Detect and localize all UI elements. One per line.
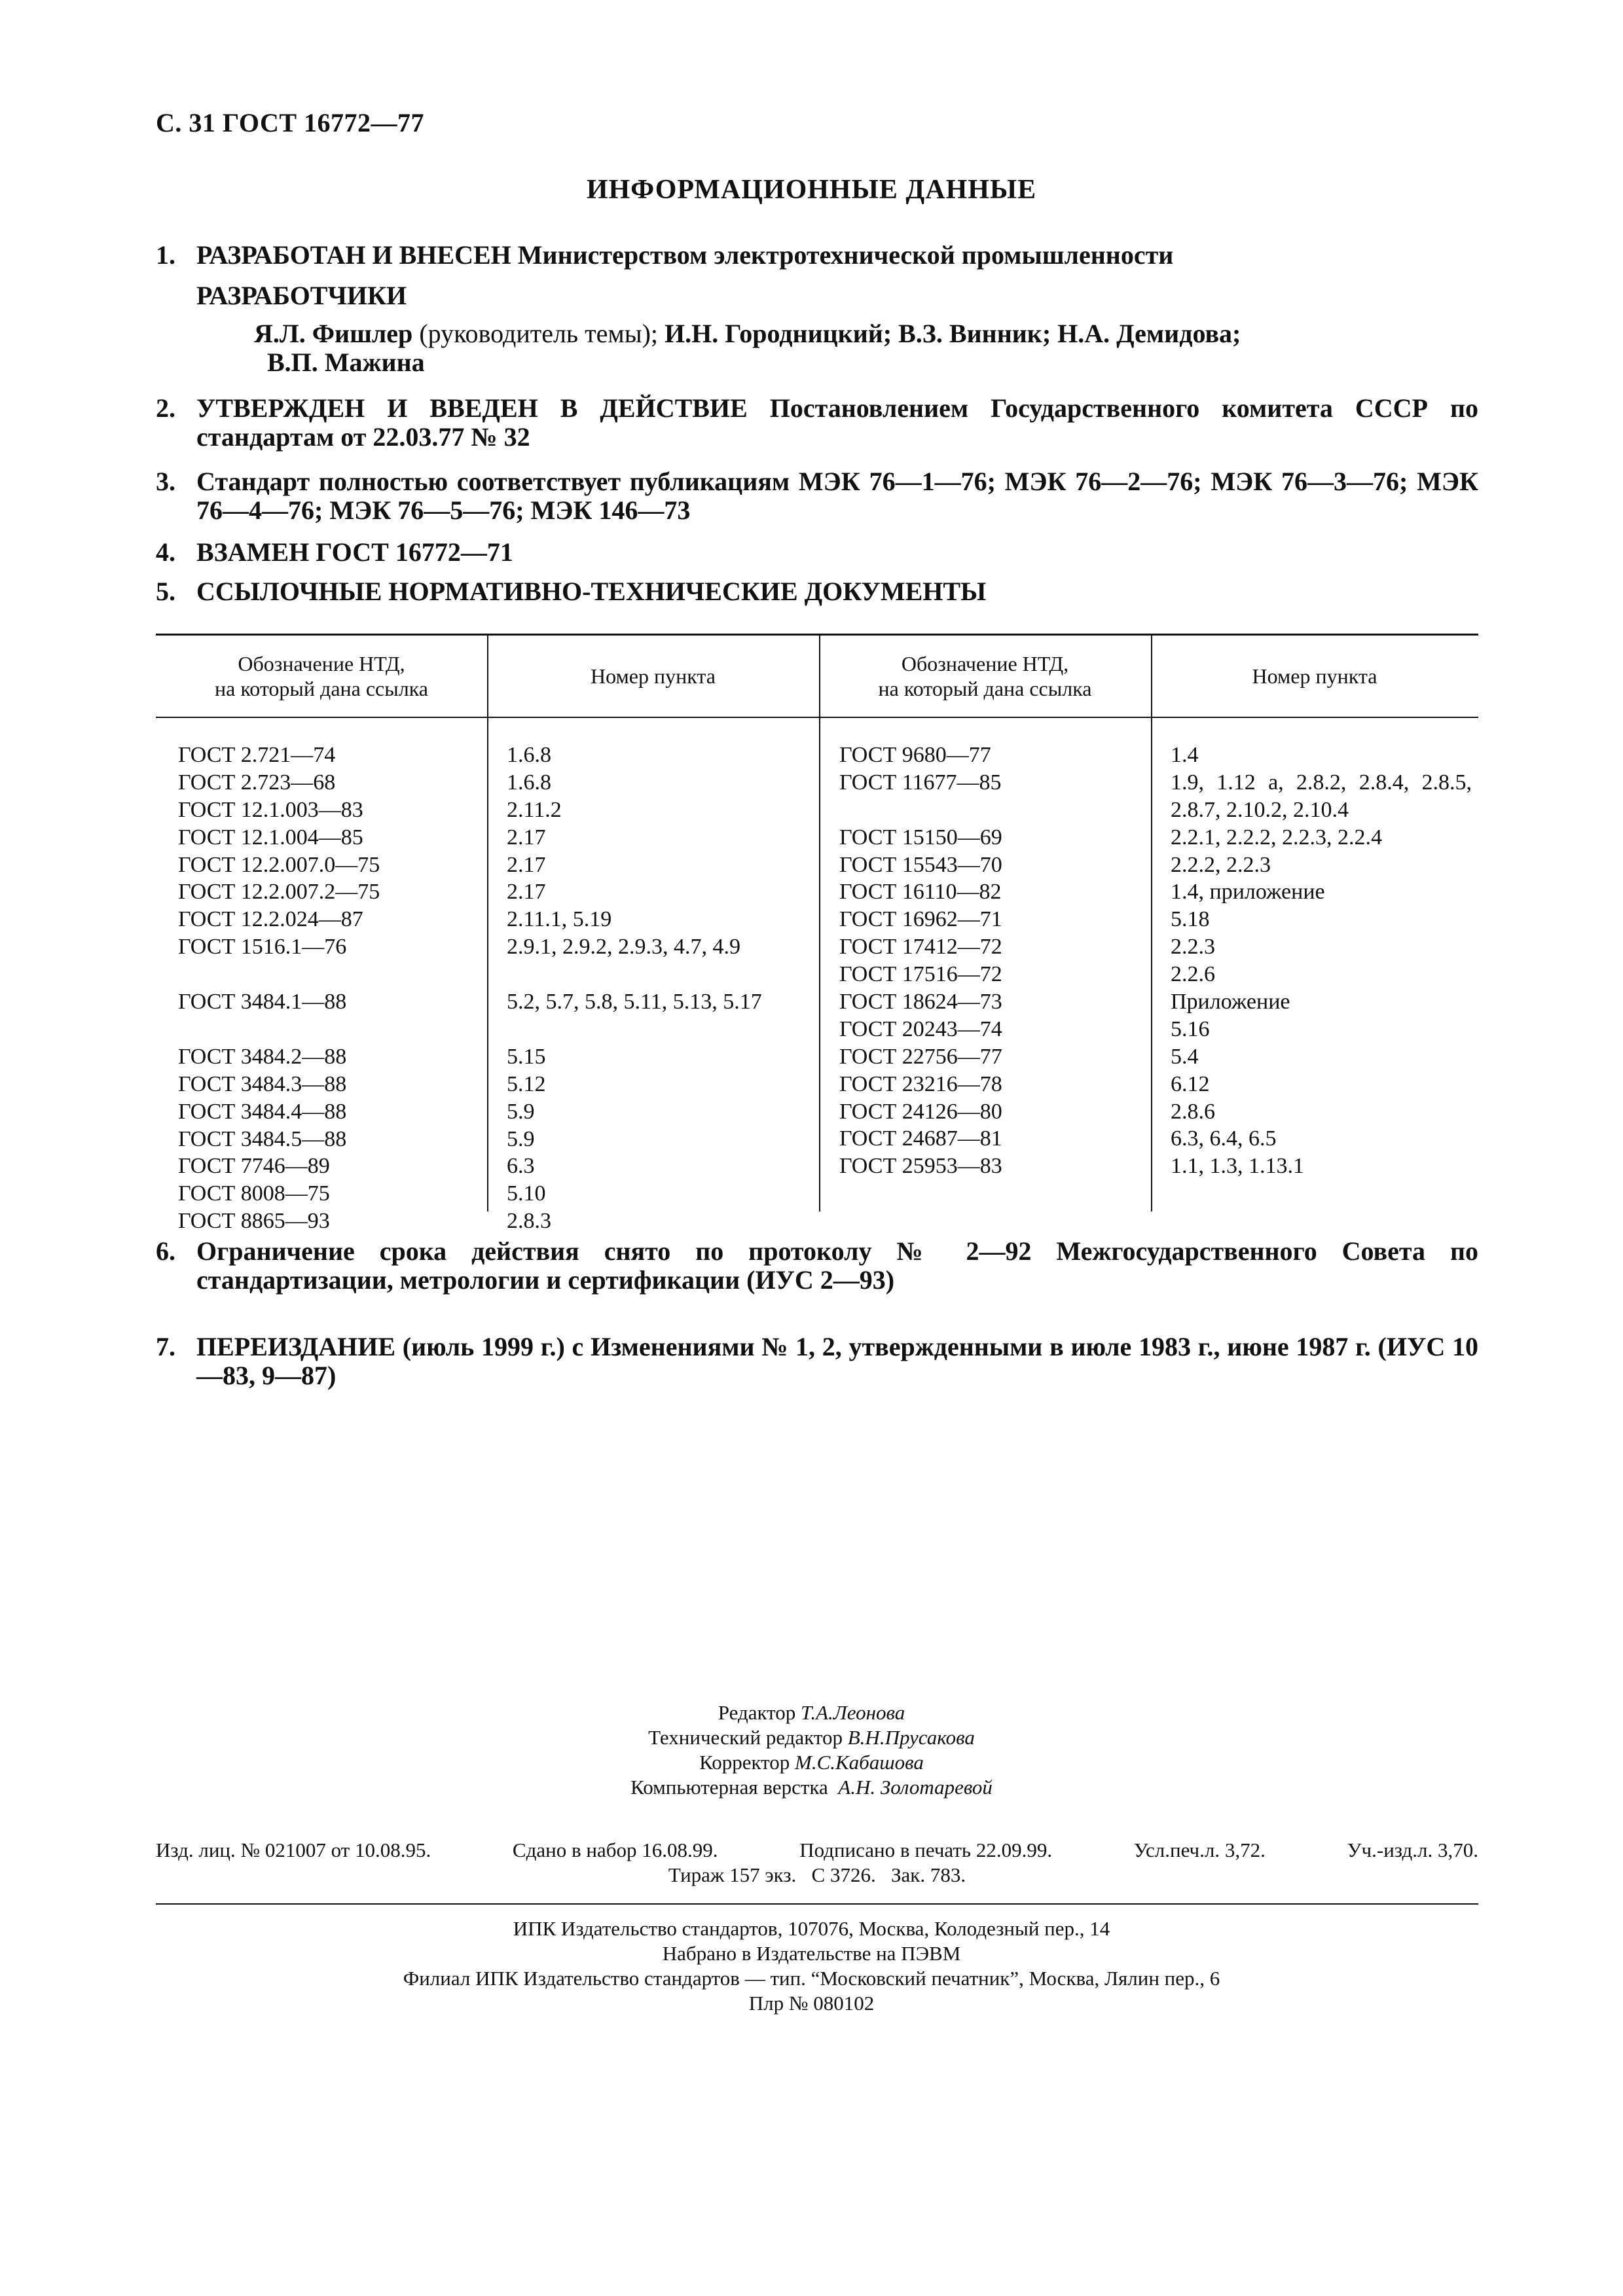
developers-heading: РАЗРАБОТЧИКИ xyxy=(196,281,407,310)
table-doc-cell: ГОСТ 22756—77 xyxy=(839,1044,1002,1069)
item-text: ПЕРЕИЗДАНИЕ (июль 1999 г.) с Изменениями № 1, 2, утвержденными в июле 1983 г., июне 1987 г. (ИУС 10—83, 9—87) xyxy=(196,1332,1478,1390)
imprint-license: Изд. лиц. № 021007 от 10.08.95. xyxy=(156,1839,431,1861)
table-doc-cell: ГОСТ 3484.3—88 xyxy=(178,1071,347,1096)
info-item-3 xyxy=(156,467,1478,525)
table-point-cell: 2.17 xyxy=(507,825,546,850)
table-point-cell: 2.2.6 xyxy=(1171,962,1215,987)
table-doc-cell: ГОСТ 1516.1—76 xyxy=(178,935,347,960)
table-point-cell: 5.9 xyxy=(507,1126,535,1151)
table-point-cell: Приложение xyxy=(1171,990,1290,1014)
table-doc-cell: ГОСТ 16962—71 xyxy=(839,907,1002,932)
page-header: С. 31 ГОСТ 16772—77 xyxy=(156,108,425,137)
imprint-divider xyxy=(156,1903,1478,1905)
table-point-cell: 1.6.8 xyxy=(507,770,551,795)
info-item-2 xyxy=(156,394,1478,452)
item-text: Ограничение срока действия снято по протоколу № 2—92 Межгосударственного Совета по стандартизации, метрологии и сертификации (ИУС 2—93) xyxy=(196,1236,1478,1295)
table-doc-cell: ГОСТ 18624—73 xyxy=(839,990,1002,1014)
table-doc-cell: ГОСТ 12.2.024—87 xyxy=(178,907,363,932)
imprint-info xyxy=(156,1838,1478,1888)
table-point-cell: 6.12 xyxy=(1171,1071,1210,1096)
imprint-signed: Подписано в печать 22.09.99. xyxy=(799,1839,1053,1861)
item-text: Стандарт полностью соответствует публикациям МЭК 76—1—76; МЭК 76—2—76; МЭК 76—3—76; МЭК 76—4—76; МЭК 76—5—76; МЭК 146—73 xyxy=(196,467,1478,525)
column-divider xyxy=(1151,636,1152,1211)
table-doc-cell: ГОСТ 20243—74 xyxy=(839,1016,1002,1041)
column-divider xyxy=(487,636,488,1211)
table-doc-cell: ГОСТ 17412—72 xyxy=(839,935,1002,960)
table-point-cell: 2.2.1, 2.2.2, 2.2.3, 2.2.4 xyxy=(1171,825,1382,850)
table-point-cell: 5.10 xyxy=(507,1181,546,1206)
table-doc-cell: ГОСТ 23216—78 xyxy=(839,1071,1002,1096)
item-text: РАЗРАБОТАН И ВНЕСЕН Министерством электротехнической промышленности xyxy=(196,240,1174,270)
table-point-cell: 1.1, 1.3, 1.13.1 xyxy=(1171,1154,1304,1179)
table-doc-cell: ГОСТ 17516—72 xyxy=(839,962,1002,987)
imprint-run: Тираж 157 экз. С 3726. Зак. 783. xyxy=(668,1863,966,1886)
table-point-cell: 2.17 xyxy=(507,880,546,905)
publisher-line-1: ИПК Издательство стандартов, 107076, Москва, Колодезный пер., 14 xyxy=(513,1917,1110,1940)
item-number: 5. xyxy=(156,577,175,606)
info-item-6 xyxy=(156,1237,1478,1295)
table-point-cell: 2.9.1, 2.9.2, 2.9.3, 4.7, 4.9 xyxy=(507,935,740,960)
table-point-cell: 2.2.3 xyxy=(1171,935,1215,960)
right-docs-column xyxy=(839,742,1140,1180)
credit-tech-editor: Технический редактор В.Н.Прусакова xyxy=(648,1726,975,1749)
table-point-cell: 5.16 xyxy=(1171,1016,1210,1041)
table-point-cell: 1.9, 1.12 а, 2.8.2, 2.8.4, 2.8.5, 2.8.7, 2.10.2, 2.10.4 xyxy=(1171,770,1472,822)
table-point-cell: 5.18 xyxy=(1171,907,1210,932)
table-point-cell: 5.4 xyxy=(1171,1044,1199,1069)
item-number: 3. xyxy=(156,467,175,496)
info-item-4 xyxy=(156,538,1478,567)
table-doc-cell: ГОСТ 3484.4—88 xyxy=(178,1099,347,1124)
table-doc-cell: ГОСТ 24687—81 xyxy=(839,1126,1002,1151)
header-point-left: Номер пункта xyxy=(591,664,716,688)
table-doc-cell: ГОСТ 12.2.007.2—75 xyxy=(178,880,380,905)
table-doc-cell: ГОСТ 8008—75 xyxy=(178,1181,330,1206)
publisher-line-3: Филиал ИПК Издательство стандартов — тип. “Московский печатник”, Москва, Лялин пер., 6 xyxy=(403,1967,1220,1990)
publisher-line-4: Плр № 080102 xyxy=(748,1992,875,2015)
table-doc-cell: ГОСТ 7746—89 xyxy=(178,1154,330,1179)
developers-list xyxy=(254,319,1432,377)
table-doc-cell: ГОСТ 24126—80 xyxy=(839,1099,1002,1124)
table-doc-cell: ГОСТ 2.723—68 xyxy=(178,770,336,795)
other-authors: И.Н. Городницкий; В.З. Винник; Н.А. Демидова; xyxy=(665,319,1241,348)
table-doc-cell: ГОСТ 3484.1—88 xyxy=(178,990,347,1014)
credit-layout: Компьютерная верстка А.Н. Золотаревой xyxy=(630,1776,993,1799)
table-point-cell: 5.15 xyxy=(507,1044,546,1069)
table-doc-cell: ГОСТ 3484.5—88 xyxy=(178,1126,347,1151)
item-text: ССЫЛОЧНЫЕ НОРМАТИВНО-ТЕХНИЧЕСКИЕ ДОКУМЕНТЫ xyxy=(196,577,987,606)
table-point-cell: 2.8.3 xyxy=(507,1209,551,1234)
item-text: ВЗАМЕН ГОСТ 16772—71 xyxy=(196,537,513,567)
column-divider xyxy=(819,636,820,1211)
left-points-column xyxy=(507,742,805,1235)
table-doc-cell: ГОСТ 9680—77 xyxy=(839,743,991,767)
imprint-pub-sheets: Уч.-изд.л. 3,70. xyxy=(1347,1839,1478,1861)
table-header-rule xyxy=(156,717,1478,718)
item-number: 6. xyxy=(156,1236,175,1266)
item-text: УТВЕРЖДЕН И ВВЕДЕН В ДЕЙСТВИЕ Постановлением Государственного комитета СССР по стандартам от 22.03.77 № 32 xyxy=(196,393,1478,452)
table-point-cell: 2.11.2 xyxy=(507,797,562,822)
right-points-column xyxy=(1171,742,1472,1180)
table-doc-cell: ГОСТ 12.2.007.0—75 xyxy=(178,852,380,877)
header-point-right: Номер пункта xyxy=(1252,664,1377,688)
item-number: 1. xyxy=(156,240,175,270)
document-title: ИНФОРМАЦИОННЫЕ ДАННЫЕ xyxy=(586,175,1037,205)
publisher-line-2: Набрано в Издательстве на ПЭВМ xyxy=(662,1942,961,1965)
table-point-cell: 2.8.6 xyxy=(1171,1099,1215,1124)
reference-documents-table xyxy=(156,634,1478,1234)
info-item-7 xyxy=(156,1333,1478,1390)
info-item-1 xyxy=(156,241,1478,270)
left-docs-column xyxy=(178,742,479,1235)
table-point-cell: 5.2, 5.7, 5.8, 5.11, 5.13, 5.17 xyxy=(507,990,762,1014)
table-doc-cell: ГОСТ 12.1.003—83 xyxy=(178,797,363,822)
table-point-cell: 5.12 xyxy=(507,1071,546,1096)
table-point-cell: 6.3, 6.4, 6.5 xyxy=(1171,1126,1277,1151)
table-doc-cell: ГОСТ 15150—69 xyxy=(839,825,1002,850)
table-point-cell: 2.17 xyxy=(507,852,546,877)
item-number: 4. xyxy=(156,537,175,567)
table-doc-cell: ГОСТ 8865—93 xyxy=(178,1209,330,1234)
editorial-credits xyxy=(0,1700,1623,1800)
other-authors-cont: В.П. Мажина xyxy=(267,348,425,377)
table-point-cell: 5.9 xyxy=(507,1099,535,1124)
info-item-5 xyxy=(156,577,1478,606)
table-doc-cell: ГОСТ 11677—85 xyxy=(839,770,1002,795)
header-doc-left: Обозначение НТД, на который дана ссылка xyxy=(215,652,428,700)
credit-editor: Редактор Т.А.Леонова xyxy=(718,1701,905,1724)
table-doc-cell: ГОСТ 12.1.004—85 xyxy=(178,825,363,850)
table-point-cell: 1.6.8 xyxy=(507,743,551,767)
table-doc-cell: ГОСТ 3484.2—88 xyxy=(178,1044,347,1069)
credit-corrector: Корректор М.С.Кабашова xyxy=(699,1751,924,1774)
table-doc-cell: ГОСТ 25953—83 xyxy=(839,1154,1002,1179)
imprint-typeset: Сдано в набор 16.08.99. xyxy=(512,1839,718,1861)
table-point-cell: 2.2.2, 2.2.3 xyxy=(1171,852,1271,877)
item-number: 2. xyxy=(156,393,175,423)
publisher-info xyxy=(0,1916,1623,2016)
table-point-cell: 2.11.1, 5.19 xyxy=(507,907,612,932)
table-doc-cell: ГОСТ 16110—82 xyxy=(839,880,1002,905)
lead-author-role: (руководитель темы); xyxy=(419,319,659,348)
item-number: 7. xyxy=(156,1332,175,1361)
header-doc-right: Обозначение НТД, на который дана ссылка xyxy=(878,652,1092,700)
table-point-cell: 6.3 xyxy=(507,1154,535,1179)
table-doc-cell: ГОСТ 15543—70 xyxy=(839,852,1002,877)
table-point-cell: 1.4, приложение xyxy=(1171,880,1325,905)
table-doc-cell: ГОСТ 2.721—74 xyxy=(178,743,336,767)
table-point-cell: 1.4 xyxy=(1171,743,1199,767)
imprint-print-sheets: Усл.печ.л. 3,72. xyxy=(1133,1839,1266,1861)
lead-author: Я.Л. Фишлер xyxy=(254,319,413,348)
